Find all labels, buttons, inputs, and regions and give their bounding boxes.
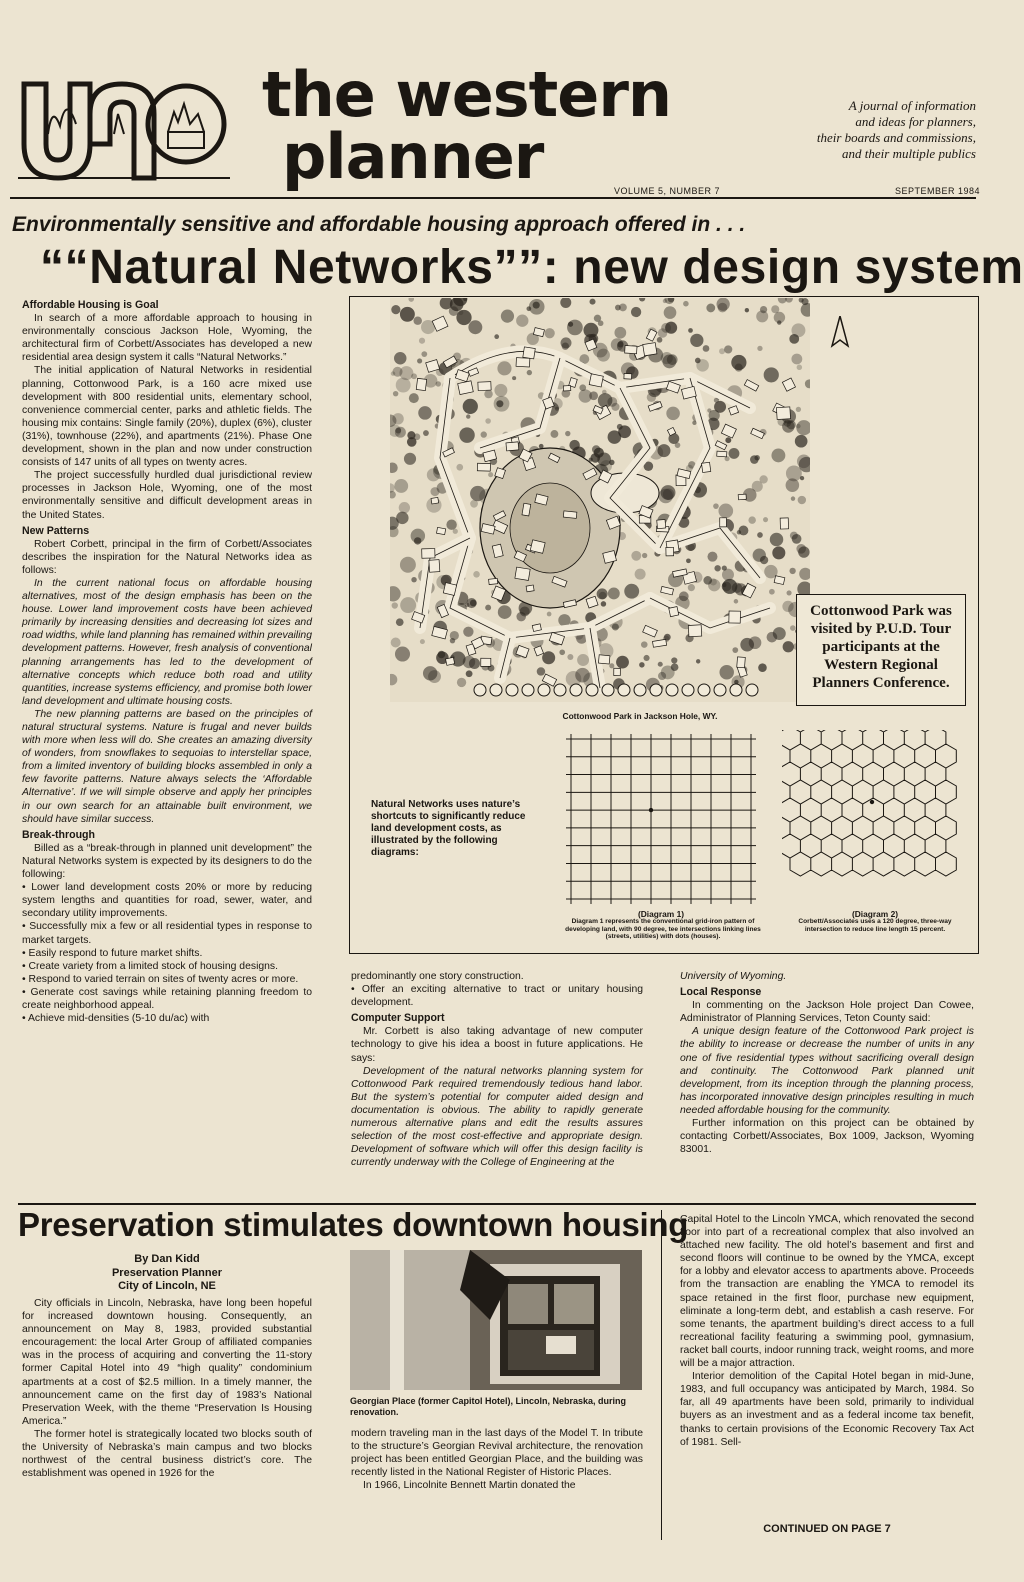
paragraph: Billed as a “break-through in planned unit development” the Natural Networks system is expected by its designers to do the following:	[22, 842, 312, 881]
second-column-2	[351, 1427, 643, 1537]
diagram-1-caption: Diagram 1 represents the conventional grid-iron pattern of developing land, with 90 degree, tee intersections linking lines (streets, utilities) with dots (houses).	[565, 918, 761, 941]
subhead: Local Response	[680, 986, 762, 999]
paragraph: City officials in Lincoln, Nebraska, have long been hopeful for increased downtown housing. Consequently, an announcement on May 8, 1983, provided substantial encouragement: the local Arter Group of affiliated companies was in the process of acquiring and converting the 11-story former Capital Hotel into 49 “high quality” condominium apartments at a cost of $2.5 million. In a timely manner, the announcement came on the first day of 1983’s National Preservation Week, with the theme “Preservation Is Housing America.”	[22, 1298, 312, 1427]
cottonwood-site-plan	[390, 298, 810, 702]
paragraph: Interior demolition of the Capital Hotel began in mid-June, 1983, and full occupancy was anticipated by March, 1984. So far, all 49 apartments have been sold, primarily to individual buyers as an investment and as a federal income tax benefit, thanks to certain provisions of the Economic Recovery Tax Act of 1981. Sell-	[680, 1371, 974, 1448]
subhead: Computer Support	[351, 1012, 445, 1025]
north-arrow-icon	[820, 316, 860, 576]
paragraph: Development of the natural networks planning system for Cottonwood Park required tremendously tedious hand labor. But the system’s potential for computer aided design and documentation is obvious. The ability to rapidly generate numerous alternative plans and edit the results assures selection of the most cost-effective and appropriate design. Development of software which will offer this design facility is currently underway with the College of Engineering at the	[351, 1065, 643, 1169]
paragraph: The new planning patterns are based on the principles of natural structural systems. Nature is frugal and never builds with more when less will do. She creates an amazing diversity of wonders, from snowflakes to sequoias to interstellar space, from a limited inventory of building blocks assembled in only a few favorite patterns. Nature always selects the ‘Affordable Alternative’. If we will simple observe and apply her principles in our own search for an attainable built environment, we should have similar success.	[22, 708, 312, 825]
paragraph: • Easily respond to future market shifts.	[22, 947, 203, 959]
tagline-line: A journal of information	[848, 98, 976, 113]
paragraph: Robert Corbett, principal in the firm of Corbett/Associates describes the inspiration for the Natural Networks idea as follows:	[22, 538, 312, 576]
paragraph: • Generate cost savings while retaining planning freedom to create neighborhood appeal.	[22, 986, 312, 1011]
diagram-2-caption: Corbett/Associates uses a 120 degree, three-way intersection to reduce line length 15 percent.	[798, 918, 952, 933]
paragraph: In search of a more affordable approach to housing in environmentally conscious Jackson Hole, Wyoming, the architectural firm of Corbett/Associates has developed a new residential area design system it calls “Natural Networks.”	[22, 313, 312, 364]
section-rule	[18, 1203, 976, 1205]
georgian-place-photo	[350, 1250, 642, 1390]
lead-headline: ““Natural Networks””: new design system	[40, 241, 1024, 294]
paragraph: The former hotel is strategically located two blocks south of the University of Nebraska’s main campus and two blocks northwest of the central business district’s core. The establishment was opened in 1926 for the	[22, 1428, 312, 1480]
paragraph: • Offer an exciting alternative to tract or unitary housing development.	[351, 984, 643, 1009]
diagram-2-hex	[782, 730, 968, 902]
paragraph: modern traveling man in the last days of the Model T. In tribute to the structure’s Georgian Revival architecture, the renovation project has been entitled Georgian Place, and the building was recently listed in the National Register of Historic Places.	[351, 1428, 643, 1479]
masthead-title-line2: planner	[282, 120, 544, 193]
masthead-tagline	[730, 98, 976, 162]
paragraph: predominantly one story construction.	[351, 971, 524, 982]
diagram-2-label: (Diagram 2)	[851, 909, 899, 919]
paragraph: A unique design feature of the Cottonwood Park project is the ability to increase or decrease the number of units in any one of five residential types without sacrificing overall design and continuity. The Cottonwood Park planned unit development, from its inception through the planning process, has incorporated innovative design principles resulting in much needed affordable housing for the community.	[680, 1026, 974, 1116]
paragraph: • Lower land development costs 20% or more by reducing system lengths and quantities for road, sewer, water, and secondary utility improvements.	[22, 882, 312, 920]
second-byline	[22, 1253, 312, 1294]
lead-column-1	[22, 299, 312, 1193]
paragraph: Capital Hotel to the Lincoln YMCA, which renovated the second floor into part of a recreational complex that also involved an attached new facility. The old hotel’s basement and first and second floors will continue to be owned by the YMCA, except for a lobby and elevator access to apartments above. Proceeds from the transaction are enabling the YMCA to remodel its space retained in the first floor, purchase new equipment, eliminate a long-term debt, and establish a cash reserve. For some tenants, the apartment building’s direct access to a full recreational facility featuring a swimming pool, gymnasium, racket ball courts, indoor running track, weight rooms, and more will be a major attraction.	[680, 1214, 974, 1370]
issue-date: SEPTEMBER 1984	[895, 186, 981, 196]
second-headline: Preservation stimulates downtown housing	[18, 1206, 689, 1243]
callout-text: Cottonwood Park was visited by P.U.D. Tour participants at the Western Regional Planners Conference.	[810, 603, 952, 691]
lead-column-3	[680, 970, 974, 1196]
continued-note: CONTINUED ON PAGE 7	[763, 1523, 891, 1535]
diagram-intro: Natural Networks uses nature’s shortcuts to significantly reduce land development costs, as illustrated by the following diagrams:	[371, 799, 526, 858]
paragraph: • Respond to varied terrain on sites of twenty acres or more.	[22, 973, 299, 985]
paragraph: • Successfully mix a few or all residential types in response to market targets.	[22, 921, 312, 946]
byline-title: Preservation Planner	[111, 1266, 223, 1279]
paragraph: The initial application of Natural Networks in residential planning, Cottonwood Park, is a 160 acre mixed use development with 800 residential units, elementary school, convenience commercial center, parks and athletic fields. The housing mix contains: Single family (20%), duplex (6%), cluster (31%), townhouse (22%), and apartments (21%). Phase One development, shown in the plan and now under construction consists of 147 units of all types on twenty acres.	[22, 365, 312, 469]
lead-kicker: Environmentally sensitive and affordable housing approach offered in . . .	[12, 213, 746, 236]
masthead-title-line1: the western	[262, 58, 672, 131]
paragraph: • Create variety from a limited stock of housing designs.	[22, 960, 279, 972]
paragraph: In the current national focus on affordable housing alternatives, most of the design emphasis has been on the house. Lower land improvement costs have been achieved primarily by increasing densities and decreasing lot sizes and road widths, while land planning has remained within prevailing development patterns. However, fresh analysis of conventional planning arrangements has led to the development of alternative concepts which reduce both road and utility quantities, increase systems efficiency, and promise both lower land development and ultimate housing costs.	[22, 577, 312, 707]
tagline-line: and ideas for planners,	[855, 114, 976, 129]
second-column-1	[22, 1297, 312, 1547]
subhead: Break-through	[22, 828, 95, 841]
paragraph: The project successfully hurdled dual jurisdictional review processes in Jackson Hole, Wyoming, one of the most environmentally sensitive and difficult development areas in the United States.	[22, 470, 312, 521]
diagram-1-grid	[566, 734, 756, 904]
tagline-line: their boards and commissions,	[816, 130, 976, 145]
issue-volume: VOLUME 5, NUMBER 7	[614, 186, 721, 196]
wp-logo-icon	[18, 74, 230, 186]
paragraph: In 1966, Lincolnite Bennett Martin donated the	[363, 1480, 576, 1492]
diagram-1-label: (Diagram 1)	[637, 909, 685, 919]
lead-column-2	[351, 970, 643, 1196]
masthead-rule	[10, 197, 976, 199]
paragraph: University of Wyoming.	[680, 971, 787, 982]
paragraph: Further information on this project can be obtained by contacting Corbett/Associates, Box 1009, Jackson, Wyoming 83001.	[680, 1118, 974, 1156]
column-rule-vertical	[661, 1210, 662, 1540]
paragraph: Mr. Corbett is also taking advantage of new computer technology to give his idea a boost in future applications. He says:	[351, 1026, 643, 1064]
second-column-3	[680, 1213, 974, 1513]
site-plan-caption: Cottonwood Park in Jackson Hole, WY.	[562, 711, 718, 721]
site-plan-labels	[820, 316, 850, 576]
byline-author: By Dan Kidd	[134, 1253, 200, 1265]
photo-caption: Georgian Place (former Capitol Hotel), Lincoln, Nebraska, during renovation.	[350, 1396, 627, 1417]
byline-city: City of Lincoln, NE	[118, 1280, 216, 1292]
subhead: New Patterns	[22, 524, 90, 537]
tagline-line: and their multiple publics	[842, 146, 976, 161]
paragraph: In commenting on the Jackson Hole project Dan Cowee, Administrator of Planning Services, Teton County said:	[680, 1000, 974, 1025]
paragraph: • Achieve mid-densities (5-10 du/ac) with	[22, 1013, 210, 1025]
subhead: Affordable Housing is Goal	[22, 299, 159, 311]
